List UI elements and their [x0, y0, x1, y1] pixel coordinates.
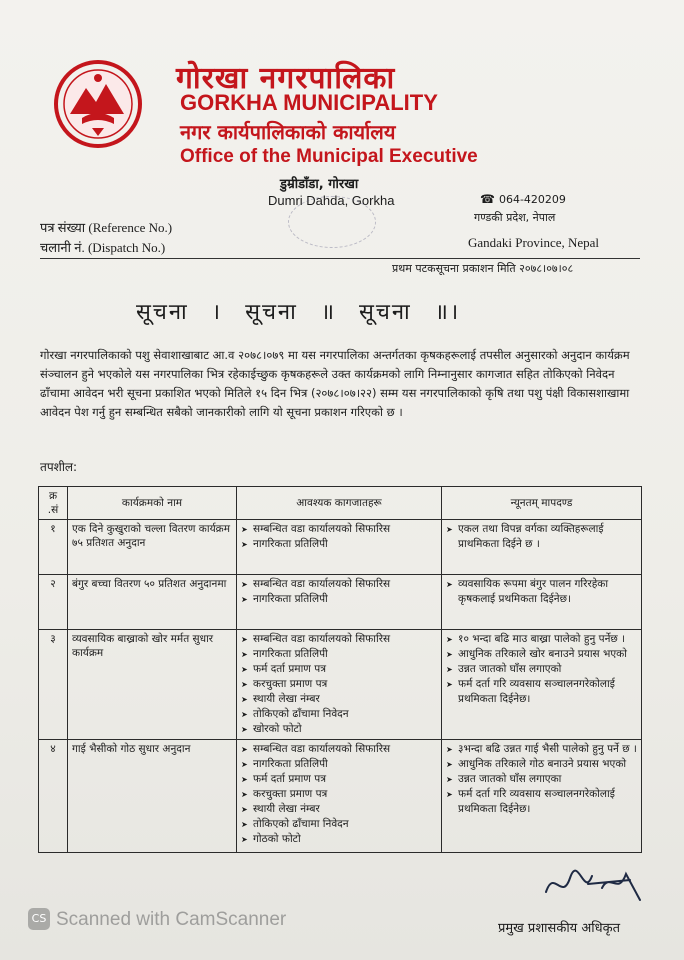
document-item: ➤ नागरिकता प्रतिलिपी — [241, 537, 437, 552]
document-item: ➤ स्थायी लेखा नंम्बर — [241, 802, 437, 817]
criteria-item: ➤ एकल तथा विपन्न वर्गका व्यक्तिहरूलाई प्राथमिकता दिईने छ । — [446, 522, 637, 552]
header-program-name: कार्यक्रमको नाम — [68, 487, 237, 520]
document-item: ➤ सम्बन्धित वडा कार्यालयको सिफारिस — [241, 522, 437, 537]
document-item: ➤ तोकिएको ढाँचामा निवेदन — [241, 707, 437, 722]
row-serial: ४ — [39, 740, 68, 853]
document-item: ➤ नागरिकता प्रतिलिपी — [241, 647, 437, 662]
address-english: Dumri Dahda, Gorkha — [268, 193, 395, 208]
row-program: व्यवसायिक बाख्राको खोर मर्मत सुधार कार्यक्रम — [68, 630, 237, 740]
row-documents — [237, 740, 442, 853]
row-serial: २ — [39, 575, 68, 630]
row-serial: १ — [39, 520, 68, 575]
handwritten-signature — [540, 862, 650, 908]
document-item: ➤ स्थायी लेखा नंम्बर — [241, 692, 437, 707]
criteria-item: ➤ आधुनिक तरिकाले खोर बनाउने प्रयास भएको — [446, 647, 637, 662]
document-item: ➤ खोरको फोटो — [241, 722, 437, 737]
table-row — [39, 740, 642, 853]
row-documents — [237, 630, 442, 740]
row-documents — [237, 575, 442, 630]
program-table — [38, 486, 642, 853]
municipality-title-english: GORKHA MUNICIPALITY — [180, 90, 438, 115]
office-seal-stamp — [288, 196, 376, 248]
row-criteria — [442, 575, 642, 630]
signatory-title: प्रमुख प्रशासकीय अधिकृत — [498, 921, 621, 936]
phone-value: 064-420209 — [498, 193, 566, 206]
header-required-documents: आवश्यक कागजातहरू — [237, 487, 442, 520]
criteria-item: ➤ फर्म दर्ता गरि व्यवसाय सञ्चालनगरेकोलाई प्रथमिकता दिईनेछ। — [446, 787, 637, 817]
document-item: ➤ फर्म दर्ता प्रमाण पत्र — [241, 772, 437, 787]
document-item: ➤ तोकिएको ढाँचामा निवेदन — [241, 817, 437, 832]
office-title-english: Office of the Municipal Executive — [180, 146, 478, 167]
province-english: Gandaki Province, Nepal — [468, 235, 600, 250]
row-criteria — [442, 630, 642, 740]
office-title-nepali: नगर कार्यपालिकाको कार्यालय — [180, 120, 396, 144]
header-divider — [40, 258, 640, 259]
criteria-item: ➤ ३भन्दा बढि उन्नत गाई भैसी पालेको हुनु पर्ने छ । — [446, 742, 637, 757]
row-serial: ३ — [39, 630, 68, 740]
criteria-item: ➤ व्यवसायिक रूपमा बंगुर पालन गरिरहेका कृषकलाई प्रथमिकता दिईनेछ। — [446, 577, 637, 607]
row-criteria — [442, 520, 642, 575]
phone-number — [480, 192, 566, 206]
row-criteria — [442, 740, 642, 853]
notice-body: गोरखा नगरपालिकाको पशु सेवाशाखाबाट आ.व २०७८।०७९ मा यस नगरपालिका अन्तर्गतका कृषकहरूलाई तपसील अनुसारको अनुदान कार्यक्रम संञ्चालन हुने भएकोले यस नगरपालिका भित्र रहेकाईच्छुक कृषकहरूले उक्त कार्यक्रमको लागि निम्नानुसार कागजात सहित तोकिएको निवेदन ढाँचामा आवेदन भरी सूचना प्रकाशित भएको मितिले १५ दिन भित्र (२०७८।०७।२२) सम्म यस नगरपालिकाको कृषि तथा पशु पंक्षी विकासशाखामा आवेदन पेश गर्नु हुन सम्बन्धित सबैको जानकारीको लागि यो सूचना प्रकाशन गरिएको छ । — [40, 348, 630, 419]
municipality-title-nepali: गोरखा नगरपालिका — [176, 61, 396, 96]
criteria-item: ➤ आधुनिक तरिकाले गोठ बनाउने प्रयास भएको — [446, 757, 637, 772]
document-item: ➤ नागरिकता प्रतिलिपी — [241, 592, 437, 607]
province-nepali: गण्डकी प्रदेश, नेपाल — [474, 211, 556, 224]
document-item: ➤ सम्बन्धित वडा कार्यालयको सिफारिस — [241, 632, 437, 647]
row-program: गाई भैसीको गोठ सुधार अनुदान — [68, 740, 237, 853]
row-program: बंगुर बच्चा वितरण ५० प्रतिशत अनुदानमा — [68, 575, 237, 630]
document-item: ➤ फर्म दर्ता प्रमाण पत्र — [241, 662, 437, 677]
document-item: ➤ नागरिकता प्रतिलिपी — [241, 757, 437, 772]
header-serial: क्र .सं — [39, 487, 68, 520]
camscanner-watermark: Scanned with CamScanner — [56, 909, 287, 930]
table-row — [39, 630, 642, 740]
phone-icon: ☎ — [480, 192, 495, 206]
address-nepali: डुम्रीडाँडा, गोरखा — [280, 177, 359, 192]
criteria-item: ➤ फर्म दर्ता गरि व्यवसाय सञ्चालनगरेकोलाई प्रथमिकता दिईनेछ। — [446, 677, 637, 707]
notice-heading: सूचना । सूचना ॥ सूचना ॥। — [136, 300, 461, 325]
publication-date: प्रथम पटकसूचना प्रकाशन मिति २०७८।०७।०८ — [392, 262, 574, 275]
document-item: ➤ करचुक्ता प्रमाण पत्र — [241, 677, 437, 692]
dispatch-number-label: चलानी नं. (Dispatch No.) — [40, 240, 166, 255]
reference-number-label: पत्र संख्या (Reference No.) — [40, 220, 173, 235]
document-item: ➤ सम्बन्धित वडा कार्यालयको सिफारिस — [241, 577, 437, 592]
document-item: ➤ करचुक्ता प्रमाण पत्र — [241, 787, 437, 802]
row-program: एक दिने कुखुराको चल्ला वितरण कार्यक्रम ७५ प्रतिशत अनुदान — [68, 520, 237, 575]
document-item: ➤ सम्बन्धित वडा कार्यालयको सिफारिस — [241, 742, 437, 757]
table-header-row — [39, 487, 642, 520]
details-label: तपशील: — [40, 460, 78, 474]
document-item: ➤ गोठको फोटो — [241, 832, 437, 847]
table-row — [39, 575, 642, 630]
criteria-item: ➤ उन्नत जातको घाँस लगाएको — [446, 662, 637, 677]
table-row — [39, 520, 642, 575]
nepal-emblem-icon — [52, 58, 144, 150]
row-documents — [237, 520, 442, 575]
header-minimum-criteria: न्यूनतम् मापदण्ड — [442, 487, 642, 520]
criteria-item: ➤ १० भन्दा बढि माउ बाख्रा पालेको हुनु पर्नेछ । — [446, 632, 637, 647]
criteria-item: ➤ उन्नत जातको घाँस लगाएका — [446, 772, 637, 787]
camscanner-logo-icon: CS — [28, 908, 50, 930]
